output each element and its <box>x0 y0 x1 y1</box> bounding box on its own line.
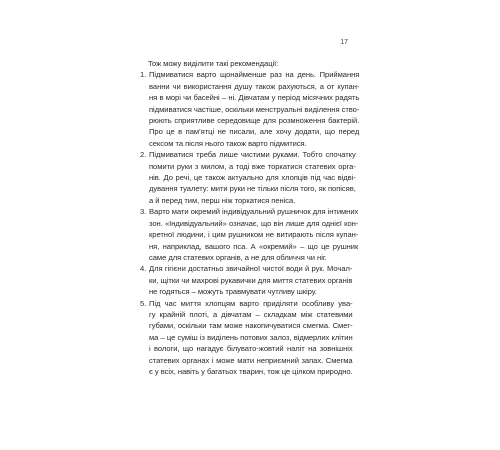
text-line: Про це в пам’ятці не писали, але хочу додати, що перед <box>149 127 360 137</box>
text-line: статевих органах і може мати неприємний запах. Смегма <box>149 355 353 365</box>
list-item <box>140 263 353 297</box>
text-line: нів. До речі, це також актуально для хлопців під час відві- <box>149 173 356 183</box>
list-item-text <box>149 298 353 378</box>
text-line: кретної людини, і цим рушником не витирають після купан- <box>149 230 359 240</box>
page-body <box>140 58 360 377</box>
text-line: Підмиватися варто щонайменше раз на день. Приймання <box>149 70 360 80</box>
text-line: і вологи, що нагадує білувато-жовтий наліт на зовнішніх <box>149 344 353 354</box>
list-item <box>140 69 360 149</box>
page-number: 17 <box>340 39 348 46</box>
intro-text: Тож можу виділити такі рекомендації: <box>148 59 279 68</box>
text-line: підмиватися частіше, оскільки менструальні виділення ство- <box>149 104 360 114</box>
list-item <box>140 298 353 378</box>
list-item-number: 4. <box>140 264 147 274</box>
list-item <box>140 149 356 206</box>
list-item <box>140 206 359 263</box>
text-line: ня в морі чи басейні – ні. Дівчатам у період місячних радять <box>149 93 360 103</box>
list-item-text <box>149 149 356 206</box>
list-item-number: 5. <box>140 298 147 308</box>
text-line: не годяться – можуть травмувати чутливу шкіру. <box>149 287 317 297</box>
text-line: а й перед тим, перш ніж торкатися пеніса. <box>149 195 296 205</box>
text-line: ки, щітки чи махрові рукавички для миття статевих органів <box>149 275 353 285</box>
list-item-text <box>149 206 358 263</box>
text-line: губами, оскільки там може накопичуватися смегма. Смег- <box>149 321 353 331</box>
text-line: саме для статевих органів, а не для обличчя чи ніг. <box>149 252 327 262</box>
text-line: ма – це суміш із виділень потових залоз, відмерлих клітин <box>149 332 353 342</box>
list-item-number: 2. <box>140 150 147 160</box>
text-line: Для гігієни достатньо звичайної чистої води й рук. Мочал- <box>149 264 353 274</box>
text-line: є у всіх, навіть у багатьох тварин, тож це цілком природно. <box>149 366 353 376</box>
text-line: помити руки з милом, а тоді вже торкатися статевих орга- <box>149 161 356 171</box>
list-item-number: 1. <box>140 70 147 80</box>
text-line: гу крайній плоті, а дівчатам – складкам між статевими <box>149 309 353 319</box>
text-line: ванни чи використання душу також рахуються, а от купан- <box>149 81 360 91</box>
text-line: ня, наприклад, вашого пса. А «окремий» – що це рушник <box>149 241 359 251</box>
list-item-text <box>149 69 359 149</box>
text-line: сексом та після нього також варто підмитися. <box>149 138 307 148</box>
list-item-number: 3. <box>140 207 147 217</box>
text-line: рюють сприятливе середовище для розмноження бактерій. <box>149 116 360 126</box>
text-line: дування туалету: мити руки не тільки після того, як попісяв, <box>149 184 356 194</box>
text-line: Варто мати окремий індивідуальний рушничок для інтимних <box>149 207 359 217</box>
text-line: зон. «Індивідуальний» означає, що він лише для однієї кон- <box>149 218 359 228</box>
text-line: Під час миття хлопцям варто приділяти особливу ува- <box>149 298 353 308</box>
list-item-text <box>149 263 352 297</box>
text-line: Підмиватися треба лише чистими руками. Тобто спочатку <box>149 150 356 160</box>
